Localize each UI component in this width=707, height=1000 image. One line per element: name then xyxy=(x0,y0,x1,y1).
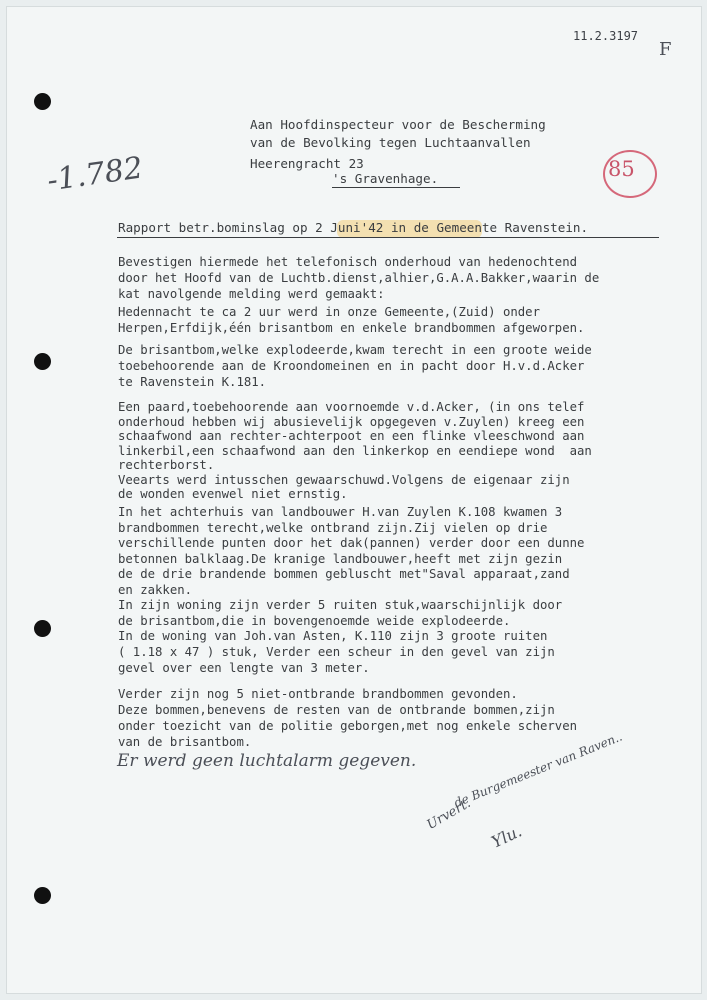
body-line: door het Hoofd van de Luchtb.dienst,alhier,G.A.A.Bakker,waarin de xyxy=(118,271,600,285)
body-line: Bevestigen hiermede het telefonisch onderhoud van hedenochtend xyxy=(118,255,578,269)
report-title: Rapport betr.bominslag op 2 Juni'42 in de Gemeente Ravenstein. xyxy=(118,220,589,235)
address-line-4: 's Gravenhage. xyxy=(332,171,439,186)
body-line: schaafwond aan rechter-achterpoot en een flinke vleeschwond aan xyxy=(118,429,585,443)
address-line-3: Heerengracht 23 xyxy=(250,156,364,171)
body-line: brandbommen terecht,welke ontbrand zijn.Zij vielen op drie xyxy=(118,520,548,535)
body-line: verschillende punten door het dak(pannen) verder door een dunne xyxy=(118,536,585,550)
handwritten-note-1: Urvert. xyxy=(424,796,474,833)
margin-number: -1.782 xyxy=(45,150,145,199)
body-line: linkerbil,een schaafwond aan den linkerkop en eendiepe wond aan xyxy=(118,443,592,458)
body-line: en zakken. xyxy=(118,582,193,597)
body-line: In het achterhuis van landbouwer H.van Zuylen K.108 kwamen 3 xyxy=(118,505,563,519)
body-line: onderhoud hebben wij abusievelijk opgegeven v.Zuylen) kreeg een xyxy=(118,414,585,429)
body-line: Deze bommen,benevens de resten van de ontbrande bommen,zijn xyxy=(118,703,555,717)
handwritten-initials: Ylu. xyxy=(488,821,525,852)
body-line: Hedennacht te ca 2 uur werd in onze Gemeente,(Zuid) onder xyxy=(118,305,540,319)
body-line: de wonden evenwel niet ernstig. xyxy=(118,487,348,501)
body-line: Verder zijn nog 5 niet-ontbrande brandbommen gevonden. xyxy=(118,687,518,701)
handwritten-note-2: de Burgemeester van Raven.. xyxy=(452,729,625,810)
body-line: Een paard,toebehoorende aan voornoemde v.d.Acker, (in ons telef xyxy=(118,400,585,414)
title-underline xyxy=(117,237,659,238)
body-line: van de brisantbom. xyxy=(118,735,252,749)
document-page xyxy=(6,6,702,994)
punch-hole-top xyxy=(34,93,51,110)
address-line-1: Aan Hoofdinspecteur voor de Bescherming xyxy=(250,117,546,132)
punch-hole-bottom xyxy=(34,887,51,904)
body-line: kat navolgende melding werd gemaakt: xyxy=(118,287,385,301)
circled-number: 85 xyxy=(608,157,635,181)
body-line: ( 1.18 x 47 ) stuk, Verder een scheur in den gevel van zijn xyxy=(118,645,555,659)
archive-letter: F xyxy=(659,39,672,60)
handwritten-alarm-note: Er werd geen luchtalarm gegeven. xyxy=(117,751,417,771)
body-line: Veearts werd intusschen gewaarschuwd.Volgens de eigenaar zijn xyxy=(118,472,570,487)
address-line-2: van de Bevolking tegen Luchtaanvallen xyxy=(250,135,531,150)
body-line: de de drie brandende bommen gebluscht met"Saval apparaat,zand xyxy=(118,567,570,581)
archive-number: 11.2.3197 xyxy=(573,29,639,43)
address-underline xyxy=(332,187,460,188)
body-line: gevel over een lengte van 3 meter. xyxy=(118,661,370,675)
punch-hole-lower xyxy=(34,620,51,637)
punch-hole-middle xyxy=(34,353,51,370)
body-line: betonnen balklaag.De kranige landbouwer,heeft met zijn gezin xyxy=(118,551,563,566)
body-line: In zijn woning zijn verder 5 ruiten stuk,waarschijnlijk door xyxy=(118,598,563,612)
body-line: In de woning van Joh.van Asten, K.110 zijn 3 groote ruiten xyxy=(118,629,548,643)
body-line: rechterborst. xyxy=(118,458,215,472)
body-line: De brisantbom,welke explodeerde,kwam terecht in een groote weide xyxy=(118,343,592,357)
body-line: de brisantbom,die in bovengenoemde weide explodeerde. xyxy=(118,613,511,628)
body-line: te Ravenstein K.181. xyxy=(118,375,267,389)
body-line: onder toezicht van de politie geborgen,met nog enkele scherven xyxy=(118,719,578,733)
body-line: toebehoorende aan de Kroondomeinen en in pacht door H.v.d.Acker xyxy=(118,359,585,373)
body-line: Herpen,Erfdijk,één brisantbom en enkele brandbommen afgeworpen. xyxy=(118,321,585,335)
